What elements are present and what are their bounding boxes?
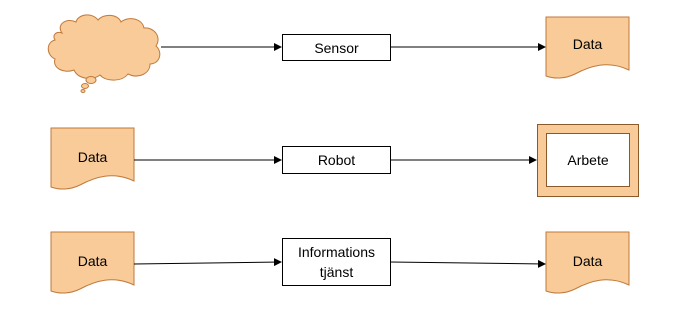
arrow-informationstjanst-to-data xyxy=(390,262,545,264)
process-box-sensor xyxy=(282,34,391,61)
process-box-robot xyxy=(282,146,391,174)
frame-label-arbete: Arbete xyxy=(567,152,609,168)
document-label-row3-source: Data xyxy=(77,253,108,269)
cloud-shape xyxy=(48,15,160,93)
process-label-robot: Robot xyxy=(317,152,356,168)
arrow-data-to-informationstjanst xyxy=(134,262,281,264)
process-label-informationstjanst: Informations tjänst xyxy=(297,244,376,280)
document-label-row2-source: Data xyxy=(77,149,108,165)
process-label-sensor: Sensor xyxy=(314,39,359,56)
process-box-informationstjanst xyxy=(282,238,391,286)
document-label-row1-target: Data xyxy=(572,36,603,52)
frame-inner-arbete xyxy=(546,133,630,187)
document-label-row3-target: Data xyxy=(572,253,603,269)
